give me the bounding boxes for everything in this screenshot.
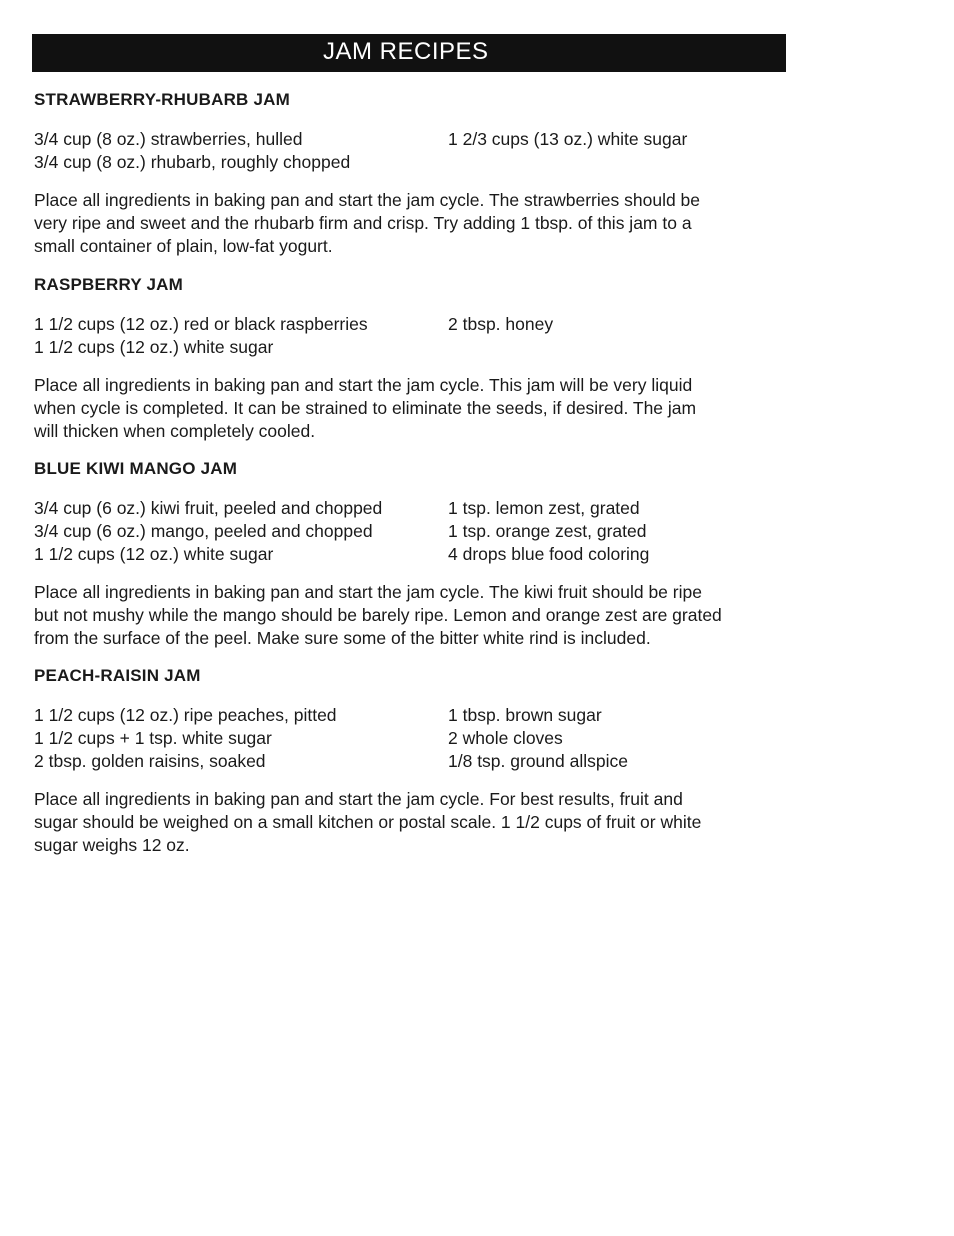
ingredient-row <box>34 520 794 543</box>
recipe-heading: RASPBERRY JAM <box>34 275 184 294</box>
ingredient: 1 1/2 cups (12 oz.) white sugar <box>34 544 274 564</box>
instruction-line: Place all ingredients in baking pan and start the jam cycle. The kiwi fruit should be ripe <box>34 582 702 602</box>
ingredient: 1 1/2 cups + 1 tsp. white sugar <box>34 728 272 748</box>
instruction-line: sugar should be weighed on a small kitchen or postal scale. 1 1/2 cups of fruit or white <box>34 812 702 832</box>
instruction-line: small container of plain, low-fat yogurt. <box>34 236 333 256</box>
ingredient: 1 2/3 cups (13 oz.) white sugar <box>448 129 688 149</box>
ingredient: 2 tbsp. honey <box>448 314 554 334</box>
ingredient: 3/4 cup (6 oz.) mango, peeled and chopped <box>34 521 373 541</box>
ingredient: 4 drops blue food coloring <box>448 544 650 564</box>
instruction-line: but not mushy while the mango should be barely ripe. Lemon and orange zest are grated <box>34 605 722 625</box>
ingredient-row <box>34 750 794 773</box>
recipe-strawberry-rhubarb <box>34 90 794 258</box>
ingredient-list <box>34 128 794 174</box>
ingredient: 1 tbsp. brown sugar <box>448 705 602 725</box>
ingredient: 1/8 tsp. ground allspice <box>448 751 628 771</box>
ingredient: 1 tsp. orange zest, grated <box>448 521 647 541</box>
ingredient-list <box>34 497 794 566</box>
title-bar <box>32 34 786 72</box>
ingredient: 3/4 cup (8 oz.) rhubarb, roughly chopped <box>34 152 351 172</box>
recipe-instructions <box>34 374 794 443</box>
ingredient: 3/4 cup (6 oz.) kiwi fruit, peeled and chopped <box>34 498 383 518</box>
ingredient-list <box>34 704 794 773</box>
instruction-line: sugar weighs 12 oz. <box>34 835 190 855</box>
page-title: JAM RECIPES <box>323 38 489 65</box>
instruction-line: Place all ingredients in baking pan and start the jam cycle. The strawberries should be <box>34 190 701 210</box>
ingredient-row <box>34 543 794 566</box>
ingredient-row <box>34 151 794 174</box>
ingredient: 1 1/2 cups (12 oz.) red or black raspberries <box>34 314 368 334</box>
ingredient-list <box>34 313 794 359</box>
ingredient-row <box>34 313 794 336</box>
instruction-line: will thicken when completely cooled. <box>34 421 316 441</box>
recipe-heading: PEACH-RAISIN JAM <box>34 666 201 685</box>
recipe-instructions <box>34 581 794 650</box>
recipe-raspberry <box>34 275 794 443</box>
instruction-line: when cycle is completed. It can be strained to eliminate the seeds, if desired. The jam <box>34 398 697 418</box>
ingredient: 1 tsp. lemon zest, grated <box>448 498 640 518</box>
ingredient-row <box>34 336 794 359</box>
ingredient: 2 whole cloves <box>448 728 563 748</box>
ingredient: 3/4 cup (8 oz.) strawberries, hulled <box>34 129 303 149</box>
ingredient-row <box>34 727 794 750</box>
ingredient-row <box>34 704 794 727</box>
recipe-heading: STRAWBERRY-RHUBARB JAM <box>34 90 290 109</box>
instruction-line: Place all ingredients in baking pan and start the jam cycle. For best results, fruit and <box>34 789 683 809</box>
ingredient: 1 1/2 cups (12 oz.) ripe peaches, pitted <box>34 705 337 725</box>
ingredient: 2 tbsp. golden raisins, soaked <box>34 751 266 771</box>
instruction-line: very ripe and sweet and the rhubarb firm and crisp. Try adding 1 tbsp. of this jam to a <box>34 213 692 233</box>
recipe-heading: BLUE KIWI MANGO JAM <box>34 459 238 478</box>
ingredient-row <box>34 497 794 520</box>
ingredient-row <box>34 128 794 151</box>
instruction-line: Place all ingredients in baking pan and start the jam cycle. This jam will be very liquid <box>34 375 693 395</box>
recipe-peach-raisin <box>34 666 794 857</box>
recipe-blue-kiwi-mango <box>34 459 794 650</box>
instruction-line: from the surface of the peel. Make sure some of the bitter white rind is included. <box>34 628 651 648</box>
ingredient: 1 1/2 cups (12 oz.) white sugar <box>34 337 274 357</box>
recipe-instructions <box>34 788 794 857</box>
recipe-instructions <box>34 189 794 258</box>
